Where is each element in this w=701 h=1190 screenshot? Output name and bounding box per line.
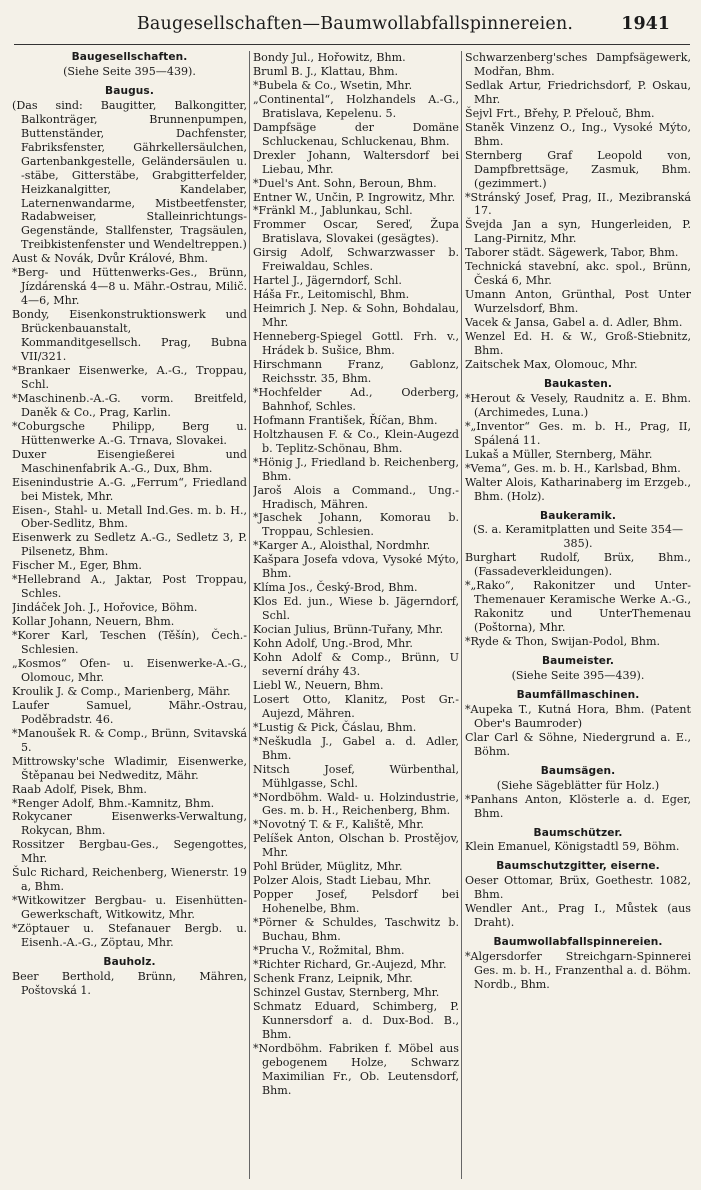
section-heading: Baukeramik. <box>540 509 616 522</box>
section-heading: Baugesellschaften. <box>71 51 188 63</box>
directory-entry: *„Rako“, Rakonitzer und Unter-Themenauer Keramische Werke A.-G., Rakonitz und UnterThemenau (Poštorna), Mhr. <box>465 579 691 635</box>
cross-reference: (Siehe Sägeblätter für Holz.) <box>496 778 660 792</box>
directory-entry: *„Inventor“ Ges. m. b. H., Prag, II, Spálená 11. <box>465 419 691 447</box>
section-heading: Baumsägen. <box>540 764 616 777</box>
directory-entry: *Panhans Anton, Klösterle a. d. Eger, Bhm. <box>465 792 691 820</box>
section-heading: Baugus. <box>105 84 154 97</box>
directory-entry: Schenk Franz, Leipnik, Mhr. <box>253 971 413 985</box>
column-3 <box>465 51 691 1181</box>
directory-entry: *Maschinenb.-A.-G. vorm. Breitfeld, Daněk & Co., Prag, Karlin. <box>12 391 247 419</box>
directory-entry: Klein Emanuel, Königstadtl 59, Böhm. <box>465 840 680 854</box>
directory-entry: Bondy Jul., Hořowitz, Bhm. <box>253 51 406 64</box>
directory-entry: (Das sind: Baugitter, Balkongitter, Balkonträger, Brunnenpumpen, Buttenständer, Dachfenster, Fabriksfenster, Gährkellersäulchen, Gartenbankgestelle, Geländersäulen u. -stäbe, Gitterstäbe, Grabgitterfelder, Heizkanalgitter, Kandelaber, Laternenwandarme, Mistbeetfenster, Radabweiser, Stalleinrichtungs-Gegenstände, Stallfenster, Tragsäulen, Treibkistenfenster und Wendeltreppen.) <box>12 98 247 252</box>
directory-entry: Polzer Alois, Stadt Liebau, Mhr. <box>253 874 432 888</box>
directory-entry: Wendler Ant., Prag I., Můstek (aus Draht). <box>465 902 691 930</box>
cross-reference: (S. a. Keramitplatten und Seite 354—385). <box>472 523 684 551</box>
section-heading: Baumeister. <box>541 655 614 668</box>
directory-entry: Kroulik J. & Comp., Marienberg, Mähr. <box>12 684 231 698</box>
directory-entry: Bruml B. J., Klattau, Bhm. <box>253 64 399 78</box>
directory-entry: Nitsch Josef, Würbenthal, Mühlgasse, Schl. <box>253 762 459 790</box>
header-rule <box>14 44 690 45</box>
directory-entry: *Pörner & Schuldes, Taschwitz b. Buchau, Bhm. <box>253 916 459 944</box>
directory-entry: Popper Josef, Pelsdorf bei Hohenelbe, Bhm. <box>253 888 459 916</box>
directory-entry: Jaroš Alois a Command., Ung.-Hradisch, Mähren. <box>253 483 459 511</box>
directory-entry: Šejvl Frt., Břehy, P. Přelouč, Bhm. <box>465 106 655 120</box>
directory-entry: Schwarzenberg'sches Dampfsägewerk, Modřan, Bhm. <box>465 51 691 78</box>
directory-entry: *Zöptauer u. Stefanauer Bergb. u. Eisenh.-A.-G., Zöptau, Mhr. <box>12 922 247 950</box>
directory-entry: Drexler Johann, Waltersdorf bei Liebau, Mhr. <box>253 148 459 176</box>
directory-entry: *Neškudla J., Gabel a. d. Adler, Bhm. <box>253 734 459 762</box>
directory-entry: *Brankaer Eisenwerke, A.-G., Troppau, Schl. <box>12 363 247 391</box>
directory-entry: Bondy, Eisenkonstruktionswerk und Brückenbauanstalt, Kommanditgesellsch. Prag, Bubna VII/321. <box>12 308 247 364</box>
directory-entry: Oeser Ottomar, Brüx, Goethestr. 1082, Bhm. <box>465 874 691 902</box>
directory-entry: Sternberg Graf Leopold von, Dampfbrettsäge, Zasmuk, Bhm. (gezimmert.) <box>465 148 691 190</box>
directory-entry: *Jaschek Johann, Komorau b. Troppau, Schlesien. <box>253 511 459 539</box>
directory-entry: Vacek & Jansa, Gabel a. d. Adler, Bhm. <box>465 316 683 330</box>
section-heading: Baumschutzgitter, eiserne. <box>496 860 660 873</box>
directory-entry: *Algersdorfer Streichgarn-Spinnerei Ges. m. b. H., Franzenthal a. d. Böhm. Nordb., Bhm. <box>465 950 691 992</box>
directory-entry: *Witkowitzer Bergbau- u. Eisenhütten-Gewerkschaft, Witkowitz, Mhr. <box>12 894 247 922</box>
section-heading: Bauholz. <box>103 956 156 968</box>
directory-entry: Taborer städt. Sägewerk, Tabor, Bhm. <box>465 246 679 260</box>
directory-entry: Wenzel Ed. H. & W., Groß-Stiebnitz, Bhm. <box>465 330 691 358</box>
directory-entry: Klíma Jos., Český-Brod, Bhm. <box>253 581 418 595</box>
column-divider <box>249 51 250 1179</box>
running-title: Baugesellschaften—Baumwollabfallspinnereien. <box>136 14 574 34</box>
directory-entry: *Duel's Ant. Sohn, Beroun, Bhm. <box>253 176 437 190</box>
directory-entry: *Renger Adolf, Bhm.-Kamnitz, Bhm. <box>12 796 215 810</box>
directory-entry: Fischer M., Eger, Bhm. <box>12 559 142 573</box>
directory-entry: Laufer Samuel, Mähr.-Ostrau, Poděbradstr. 46. <box>12 698 247 726</box>
directory-entry: Pohl Brüder, Müglitz, Mhr. <box>253 860 403 874</box>
directory-entry: *Aupeka T., Kutná Hora, Bhm. (Patent Ober's Baumroder) <box>465 702 691 730</box>
directory-entry: Entner W., Unčin, P. Ingrowitz, Mhr. <box>253 190 456 204</box>
directory-entry: *Hochfelder Ad., Oderberg, Bahnhof, Schles. <box>253 385 459 413</box>
directory-entry: Staněk Vinzenz O., Ing., Vysoké Mýto, Bhm. <box>465 120 691 148</box>
directory-entry: Pelíšek Anton, Olschan b. Prostějov, Mhr. <box>253 832 459 860</box>
directory-entry: *Berg- und Hüttenwerks-Ges., Brünn, Jízdárenská 4—8 u. Mähr.-Ostrau, Milič. 4—6, Mhr. <box>12 266 247 308</box>
directory-entry: Heimrich J. Nep. & Sohn, Bohdalau, Mhr. <box>253 302 459 330</box>
directory-entry: *Nordböhm. Wald- u. Holzindustrie, Ges. m. b. H., Reichenberg, Bhm. <box>253 790 459 818</box>
cross-reference: (Siehe Seite 395—439). <box>511 668 645 682</box>
directory-entry: Frommer Oscar, Sereď, Župa Bratislava, Slovakei (gesägtes). <box>253 218 459 246</box>
directory-entry: Liebl W., Neuern, Bhm. <box>253 678 384 692</box>
directory-entry: Clar Carl & Söhne, Niedergrund a. E., Böhm. <box>465 730 691 758</box>
directory-entry: *Vema“, Ges. m. b. H., Karlsbad, Bhm. <box>465 461 681 475</box>
directory-entry: Jindáček Joh. J., Hořovice, Böhm. <box>12 601 198 615</box>
column-1 <box>12 51 247 1181</box>
directory-entry: Kollar Johann, Neuern, Bhm. <box>12 615 175 629</box>
directory-entry: *Prucha V., Rožmital, Bhm. <box>253 944 405 957</box>
directory-entry: *Lustig & Pick, Čáslau, Bhm. <box>253 720 417 734</box>
directory-entry: Burghart Rudolf, Brüx, Bhm., (Fassadeverkleidungen). <box>465 551 691 579</box>
directory-entry: Rokycaner Eisenwerks-Verwaltung, Rokycan, Bhm. <box>12 810 247 838</box>
directory-entry: Lukaš a Müller, Sternberg, Mähr. <box>465 447 653 461</box>
directory-entry: *Stránský Josef, Prag, II., Mezibranská 17. <box>465 190 691 218</box>
directory-entry: Raab Adolf, Pisek, Bhm. <box>12 782 147 796</box>
page-number: 1941 <box>621 14 670 34</box>
directory-entry: Duxer Eisengießerei und Maschinenfabrik A.-G., Dux, Bhm. <box>12 447 247 475</box>
directory-entry: *Hönig J., Friedland b. Reichenberg, Bhm. <box>253 455 459 483</box>
directory-entry: Hartel J., Jägerndorf, Schl. <box>253 274 402 288</box>
directory-entry: *Richter Richard, Gr.-Aujezd, Mhr. <box>253 957 447 971</box>
directory-entry: Walter Alois, Katharinaberg im Erzgeb., Bhm. (Holz). <box>465 475 691 503</box>
directory-entry: Eisenindustrie A.-G. „Ferrum“, Friedland bei Mistek, Mhr. <box>12 475 247 503</box>
directory-entry: *Korer Karl, Teschen (Těšín), Čech.-Schlesien. <box>12 629 247 657</box>
page-header <box>40 14 670 40</box>
directory-entry: Rossitzer Bergbau-Ges., Segengottes, Mhr. <box>12 838 247 866</box>
directory-entry: *Bubela & Co., Wsetin, Mhr. <box>253 78 413 92</box>
directory-entry: *Karger A., Aloisthal, Nordmhr. <box>253 539 431 553</box>
directory-entry: Kohn Adolf & Comp., Brünn, U severní dráhy 43. <box>253 650 459 678</box>
directory-entry: Beer Berthold, Brünn, Mähren, Poštovská 1. <box>12 969 247 997</box>
column-divider <box>461 51 462 1179</box>
directory-entry: *Fränkl M., Jablunkau, Schl. <box>253 204 413 218</box>
directory-entry: *Nordböhm. Fabriken f. Möbel aus gebogenem Holze, Schwarz Maximilian Fr., Ob. Leutensdorf, Bhm. <box>253 1041 459 1097</box>
directory-entry: *Hellebrand A., Jaktar, Post Troppau, Schles. <box>12 573 247 601</box>
directory-entry: Šulc Richard, Reichenberg, Wienerstr. 19 a, Bhm. <box>12 866 247 894</box>
section-heading: Baumwollabfallspinnereien. <box>493 936 663 949</box>
directory-entry: *Novotný T. & F., Kaliště, Mhr. <box>253 818 424 832</box>
directory-entry: Henneberg-Spiegel Gottl. Frh. v., Hrádek b. Sušice, Bhm. <box>253 330 459 358</box>
directory-entry: Schinzel Gustav, Sternberg, Mhr. <box>253 985 440 999</box>
directory-entry: Eisenwerk zu Sedletz A.-G., Sedletz 3, P. Pilsenetz, Bhm. <box>12 531 247 559</box>
directory-entry: Kašpara Josefa vdova, Vysoké Mýto, Bhm. <box>253 553 459 581</box>
section-heading: Baukasten. <box>543 377 613 390</box>
directory-entry: „Kosmos“ Ofen- u. Eisenwerke-A.-G., Olomouc, Mhr. <box>12 656 247 684</box>
directory-entry: Klos Ed. jun., Wiese b. Jägerndorf, Schl. <box>253 595 459 623</box>
section-heading: Baumschützer. <box>533 826 623 839</box>
directory-entry: Aust & Novák, Dvůr Králové, Bhm. <box>12 252 209 266</box>
directory-entry: *Coburgsche Philipp, Berg u. Hüttenwerke A.-G. Trnava, Slovakei. <box>12 419 247 447</box>
directory-entry: Hirschmann Franz, Gablonz, Reichsstr. 35, Bhm. <box>253 357 459 385</box>
directory-entry: Girsig Adolf, Schwarzwasser b. Freiwaldau, Schles. <box>253 246 459 274</box>
directory-entry: *Manoušek R. & Comp., Brünn, Svitavská 5. <box>12 726 247 754</box>
directory-entry: Schmatz Eduard, Schimberg, P. Kunnersdorf a. d. Dux-Bod. B., Bhm. <box>253 999 459 1041</box>
directory-entry: Eisen-, Stahl- u. Metall Ind.Ges. m. b. H., Ober-Sedlitz, Bhm. <box>12 503 247 531</box>
directory-entry: Technická stavební, akc. spol., Brünn, Česká 6, Mhr. <box>465 260 691 288</box>
cross-reference: (Siehe Seite 395—439). <box>63 64 196 78</box>
section-heading: Baumfällmaschinen. <box>516 688 640 701</box>
directory-entry: *Herout & Vesely, Raudnitz a. E. Bhm. (Archimedes, Luna.) <box>465 391 691 419</box>
directory-entry: Švejda Jan a syn, Hungerleiden, P. Lang-Pirnitz, Mhr. <box>465 218 691 246</box>
directory-entry: Kocian Julius, Brünn-Tuřany, Mhr. <box>253 623 444 637</box>
directory-entry: Dampfsäge der Domäne Schluckenau, Schluckenau, Bhm. <box>253 120 459 148</box>
directory-entry: Zaitschek Max, Olomouc, Mhr. <box>465 357 638 371</box>
directory-entry: Mittrowsky'sche Wladimir, Eisenwerke, Štěpanau bei Nedweditz, Mähr. <box>12 754 247 782</box>
directory-entry: Sedlak Artur, Friedrichsdorf, P. Oskau, Mhr. <box>465 78 691 106</box>
directory-entry: Losert Otto, Klanitz, Post Gr.-Aujezd, Mähren. <box>253 692 459 720</box>
directory-entry: „Continental“, Holzhandels A.-G., Bratislava, Kepelenu. 5. <box>253 92 459 120</box>
directory-entry: Holtzhausen F. & Co., Klein-Augezd b. Teplitz-Schönau, Bhm. <box>253 427 459 455</box>
directory-entry: Háša Fr., Leitomischl, Bhm. <box>253 288 410 302</box>
directory-entry: *Ryde & Thon, Swijan-Podol, Bhm. <box>465 635 660 649</box>
directory-entry: Hofmann František, Říčan, Bhm. <box>253 413 438 427</box>
directory-entry: Kohn Adolf, Ung.-Brod, Mhr. <box>253 637 413 651</box>
directory-entry: Umann Anton, Grünthal, Post Unter Wurzelsdorf, Bhm. <box>465 288 691 316</box>
column-2 <box>253 51 459 1181</box>
